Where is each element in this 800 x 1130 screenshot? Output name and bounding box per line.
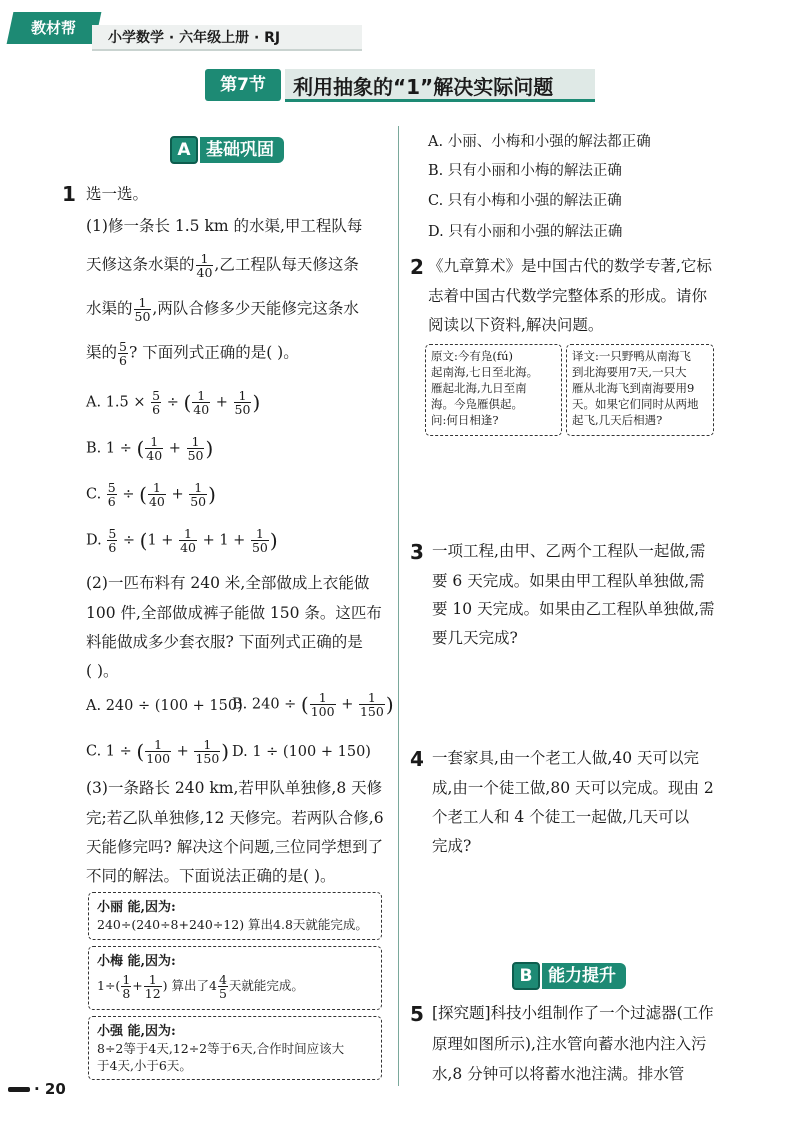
paren-right: ) xyxy=(208,482,216,507)
trans-line: 雁从北海飞到南海要用9 xyxy=(572,381,695,395)
q1-p1-line2-text-b: ,乙工程队每天修这条 xyxy=(214,255,359,274)
q4-line1: 一套家具,由一个老工人做,40 天可以完 xyxy=(432,749,700,767)
fraction-5-6 xyxy=(151,389,161,416)
op-plus: + xyxy=(341,696,354,713)
option-label: B. 1 ÷ xyxy=(86,440,132,457)
column-divider xyxy=(398,126,399,1086)
q1-p3-line2: 完;若乙队单独修,12 天修完。若两队合修,6 xyxy=(86,809,384,827)
frac-num: 1 xyxy=(197,388,206,403)
question-1-number: 1 xyxy=(62,182,76,206)
page-number-value: 20 xyxy=(44,1080,66,1098)
answer-box-xiaoli xyxy=(88,892,382,940)
frac-num: 1 xyxy=(318,690,327,705)
box-name: 小强 能,因为: xyxy=(97,1024,176,1039)
frac-den: 150 xyxy=(359,704,384,719)
q1-p1-line4-text-a: 渠的 xyxy=(86,343,118,362)
frac-num: 1 xyxy=(154,737,163,752)
q1-p2-line2: 100 件,全部做成裤子能做 150 条。这匹布 xyxy=(86,604,382,622)
orig-line: 原文:今有凫(fú) xyxy=(431,349,514,363)
question-4-number: 4 xyxy=(410,747,424,771)
q1-p1-line1: (1)修一条长 1.5 km 的水渠,甲工程队每 xyxy=(86,217,363,235)
trans-line: 译文:一只野鸭从南海飞 xyxy=(572,349,691,363)
fraction-1-50 xyxy=(234,389,252,416)
q1-p3-line1: (3)一条路长 240 km,若甲队单独修,8 天修 xyxy=(86,779,383,797)
op-plus: + xyxy=(215,394,228,411)
one-plus: 1 + xyxy=(147,532,174,549)
orig-line: 海。今凫雁俱起。 xyxy=(431,397,523,411)
frac-den: 40 xyxy=(193,402,210,417)
frac-den: 5 xyxy=(218,986,227,1001)
q1-p3-line4: 不同的解法。下面说法正确的是( )。 xyxy=(86,867,336,885)
frac-num: 4 xyxy=(218,972,227,987)
frac-num: 1 xyxy=(138,295,147,310)
fraction-1-150 xyxy=(194,738,220,765)
q2-line1: 《九章算术》是中国古代的数学专著,它标 xyxy=(428,257,712,275)
q2-line3: 阅读以下资料,解决问题。 xyxy=(428,316,604,334)
frac-num: 5 xyxy=(108,526,117,541)
paren-right: ) xyxy=(221,739,230,764)
q1-p1-option-b[interactable] xyxy=(86,435,213,462)
frac-den: 40 xyxy=(180,540,196,555)
fraction-1-40 xyxy=(179,527,197,554)
frac-num: 5 xyxy=(152,388,161,403)
option-label: A. 1.5 × xyxy=(86,394,146,411)
op-div: ÷ xyxy=(166,394,179,411)
fraction-1-40 xyxy=(145,435,163,462)
frac-den: 50 xyxy=(190,494,207,509)
q1-p2-line3: 料能做成多少套衣服? 下面列式正确的是 xyxy=(86,633,363,651)
paren-left: ( xyxy=(136,436,145,461)
fraction-1-50 xyxy=(187,435,205,462)
part-a-badge xyxy=(170,136,284,164)
section-title: 利用抽象的“1”解决实际问题 xyxy=(293,75,554,99)
q4-line4: 完成? xyxy=(432,837,472,855)
q2-line2: 志着中国古代数学完整体系的形成。请你 xyxy=(428,287,708,305)
option-label: D. xyxy=(86,532,102,549)
q1-p2-option-a[interactable]: A. 240 ÷ (100 + 150) xyxy=(86,698,243,714)
brand-tab xyxy=(7,12,102,44)
part-a-letter: A xyxy=(170,136,198,164)
q1-p1-line4-text-b: ? 下面列式正确的是( )。 xyxy=(128,343,299,362)
frac-den: 6 xyxy=(108,540,117,555)
q3-line3: 要 10 天完成。如果由乙工程队单独做,需 xyxy=(432,600,715,618)
paren-right: ) xyxy=(269,528,278,553)
trans-line: 天。如果它们同时从两地 xyxy=(572,397,699,411)
part-b-letter: B xyxy=(512,962,540,990)
brand-label: 教材帮 xyxy=(31,19,77,37)
frac-num: 1 xyxy=(203,737,212,752)
frac-den: 50 xyxy=(187,448,204,463)
fraction-1-50 xyxy=(189,481,207,508)
q4-line3: 个老工人和 4 个徒工一起做,几天可以 xyxy=(432,808,690,826)
section-badge: 第7节 xyxy=(205,69,281,101)
q1-p1-line3-text-a: 水渠的 xyxy=(86,299,133,318)
q1-p3-choice-c[interactable]: C. 只有小梅和小强的解法正确 xyxy=(428,193,622,209)
orig-line: 雁起北海,九日至南 xyxy=(431,381,527,395)
frac-den: 40 xyxy=(148,494,165,509)
frac-num: 1 xyxy=(255,526,264,541)
box-text: 1÷( xyxy=(97,978,121,993)
box-name: 小梅 能,因为: xyxy=(97,954,176,969)
op-plus: + xyxy=(132,978,143,993)
q1-p2-option-b[interactable] xyxy=(232,691,394,718)
box-text: 8÷2等于4天,12÷2等于6天,合作时间应该大 xyxy=(97,1041,345,1056)
part-a-title: 基础巩固 xyxy=(200,137,284,163)
page-number: · 20 xyxy=(34,1080,66,1098)
option-label: C. xyxy=(86,486,102,503)
frac-den: 6 xyxy=(119,353,127,368)
fraction-1-40 xyxy=(196,252,214,279)
q1-p2-option-c[interactable] xyxy=(86,738,229,765)
frac-den: 40 xyxy=(196,265,213,280)
option-label: C. 1 ÷ xyxy=(86,743,132,760)
q1-p3-line3: 天能修完吗? 解决这个问题,三位同学想到了 xyxy=(86,838,384,856)
book-title: 小学数学 · 六年级上册 · RJ xyxy=(108,30,281,46)
question-2-number: 2 xyxy=(410,255,424,279)
box-formula xyxy=(97,973,373,1000)
frac-num: 1 xyxy=(152,480,161,495)
paren-right: ) xyxy=(385,692,394,717)
paren-left: ( xyxy=(136,739,145,764)
q1-p1-option-a[interactable] xyxy=(86,389,260,416)
fraction-1-100 xyxy=(145,738,171,765)
paren-right: ) xyxy=(252,390,261,415)
q1-p1-line2 xyxy=(86,252,359,279)
q1-p1-option-d[interactable] xyxy=(86,527,278,554)
paren-left: ( xyxy=(139,528,148,553)
fraction-1-8 xyxy=(121,973,131,1000)
frac-num: 1 xyxy=(194,480,203,495)
paren-left: ( xyxy=(300,692,309,717)
op-plus: + xyxy=(176,743,189,760)
paren-left: ( xyxy=(183,390,192,415)
q3-line2: 要 6 天完成。如果由甲工程队单独做,需 xyxy=(432,572,705,590)
frac-num: 1 xyxy=(191,434,200,449)
paren-left: ( xyxy=(139,482,147,507)
q1-p1-option-c[interactable] xyxy=(86,481,216,508)
footer-mark xyxy=(8,1087,30,1092)
q3-line4: 要几天完成? xyxy=(432,629,518,647)
box-text: 天就能完成。 xyxy=(228,978,304,993)
box-text: 240÷(240÷8+240÷12) 算出4.8天就能完成。 xyxy=(97,917,368,932)
fraction-1-12 xyxy=(144,973,162,1000)
orig-line: 起南海,七日至北海。 xyxy=(431,365,539,379)
question-1-stem: 选一选。 xyxy=(86,185,149,203)
fraction-1-50 xyxy=(134,296,152,323)
frac-num: 1 xyxy=(184,526,192,541)
orig-line: 问:何日相逢? xyxy=(431,413,499,427)
paren-right: ) xyxy=(205,436,214,461)
frac-den: 12 xyxy=(144,986,161,1001)
q5-line1: [探究题]科技小组制作了一个过滤器(工作 xyxy=(432,1004,714,1022)
q1-p3-choice-a[interactable]: A. 小丽、小梅和小强的解法都正确 xyxy=(428,134,651,150)
fraction-5-6 xyxy=(118,340,128,367)
fraction-1-40 xyxy=(148,481,166,508)
q5-line2: 原理如图所示),注水管向蓄水池内注入污 xyxy=(432,1035,707,1053)
translation-box xyxy=(566,344,714,436)
frac-den: 8 xyxy=(122,986,131,1001)
q1-p3-choice-d[interactable]: D. 只有小丽和小强的解法正确 xyxy=(428,224,623,240)
fraction-5-6 xyxy=(107,527,117,554)
question-5-number: 5 xyxy=(410,1002,424,1026)
frac-num: 1 xyxy=(200,251,209,266)
option-label: B. 240 ÷ xyxy=(232,696,297,713)
frac-den: 40 xyxy=(146,448,163,463)
frac-num: 1 xyxy=(150,434,159,449)
one-plus: 1 + xyxy=(219,532,246,549)
frac-num: 1 xyxy=(238,388,247,403)
frac-num: 1 xyxy=(367,690,376,705)
part-b-title: 能力提升 xyxy=(542,963,626,989)
op-plus: + xyxy=(202,532,215,549)
frac-num: 1 xyxy=(148,972,157,987)
op-div: ÷ xyxy=(122,486,135,503)
q1-p2-line1: (2)一匹布料有 240 米,全部做成上衣能做 xyxy=(86,574,370,592)
fraction-1-50 xyxy=(251,527,269,554)
q3-line1: 一项工程,由甲、乙两个工程队一起做,需 xyxy=(432,542,706,560)
q1-p1-line3 xyxy=(86,296,359,323)
box-text: ) 算出了4 xyxy=(162,978,217,993)
q1-p1-line2-text-a: 天修这条水渠的 xyxy=(86,255,195,274)
q5-line3: 水,8 分钟可以将蓄水池注满。排水管 xyxy=(432,1065,685,1083)
op-plus: + xyxy=(171,486,184,503)
frac-num: 1 xyxy=(122,972,131,987)
frac-den: 100 xyxy=(310,704,335,719)
q1-p3-choice-b[interactable]: B. 只有小丽和小梅的解法正确 xyxy=(428,163,622,179)
fraction-1-150 xyxy=(359,691,385,718)
fraction-1-100 xyxy=(310,691,336,718)
fraction-4-5 xyxy=(218,973,228,1000)
answer-box-xiaoqiang xyxy=(88,1016,382,1080)
frac-den: 6 xyxy=(152,402,161,417)
fraction-1-40 xyxy=(192,389,210,416)
q1-p2-option-d[interactable]: D. 1 ÷ (100 + 150) xyxy=(232,744,371,760)
frac-den: 150 xyxy=(195,751,220,766)
q1-p2-line4: ( )。 xyxy=(86,662,119,680)
box-text: 于4天,小于6天。 xyxy=(97,1058,192,1073)
trans-line: 起飞,几天后相遇? xyxy=(572,413,663,427)
frac-den: 100 xyxy=(146,751,171,766)
frac-den: 50 xyxy=(234,402,251,417)
original-text-box xyxy=(425,344,562,436)
trans-line: 到北海要用7天,一只大 xyxy=(572,365,687,379)
frac-num: 5 xyxy=(119,339,127,354)
box-name: 小丽 能,因为: xyxy=(97,900,176,915)
q1-p1-line3-text-b: ,两队合修多少天能修完这条水 xyxy=(152,299,359,318)
op-div: ÷ xyxy=(122,532,136,549)
part-b-badge xyxy=(512,962,626,990)
q1-p1-line4 xyxy=(86,340,299,367)
question-3-number: 3 xyxy=(410,540,424,564)
frac-den: 50 xyxy=(251,540,268,555)
frac-den: 6 xyxy=(107,494,116,509)
op-plus: + xyxy=(168,440,181,457)
fraction-5-6 xyxy=(107,481,117,508)
q4-line2: 成,由一个徒工做,80 天可以完成。现由 2 xyxy=(432,779,714,797)
answer-box-xiaomei xyxy=(88,946,382,1010)
frac-num: 5 xyxy=(107,480,116,495)
frac-den: 50 xyxy=(134,309,151,324)
